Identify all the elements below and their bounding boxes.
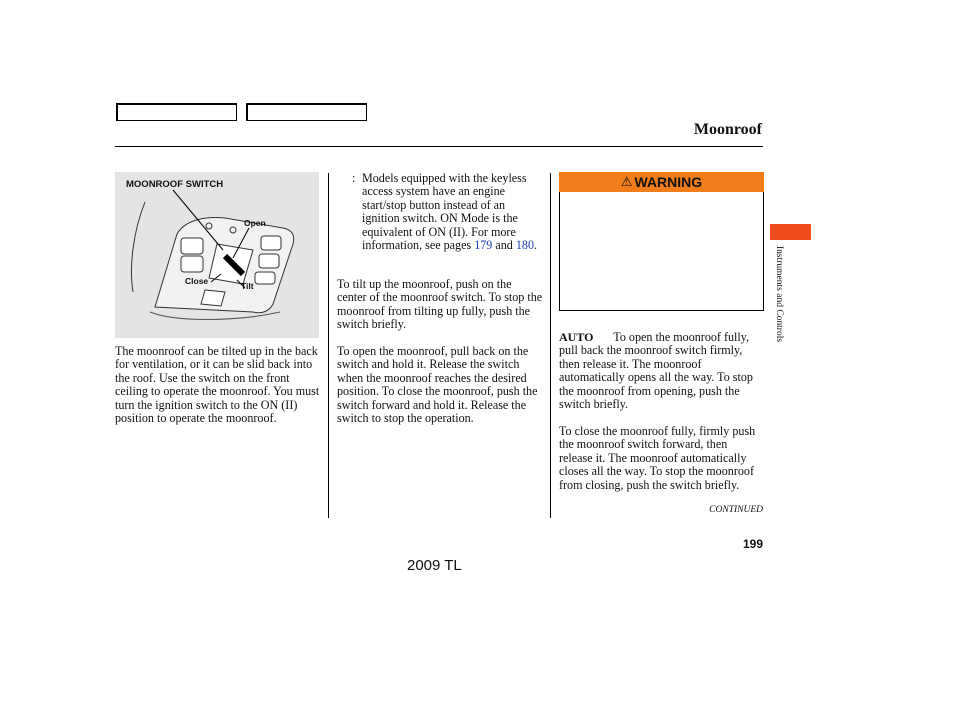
column-divider-2 — [550, 173, 551, 518]
moonroof-switch-figure — [115, 172, 319, 338]
note-marker: : — [352, 171, 356, 185]
page-link-179[interactable]: 179 — [474, 238, 493, 253]
auto-paragraph — [559, 331, 763, 411]
page-number: 199 — [742, 537, 763, 551]
warning-box — [559, 192, 764, 311]
moonroof-switch-illustration — [115, 172, 319, 338]
keyless-note-text: Models equipped with the keyless access system have an engine start/stop button instead of an ignition switch. ON Mode is the equivalent of ON (II). For more information, see pages — [362, 171, 527, 253]
label-tilt: Tilt — [241, 281, 254, 291]
auto-label: AUTO — [559, 330, 594, 344]
label-open: Open — [244, 218, 266, 228]
header-rule — [115, 146, 763, 147]
note-end: . — [534, 238, 538, 253]
section-tab[interactable] — [770, 224, 811, 240]
page-title: Moonroof — [693, 121, 762, 138]
column-divider-1 — [328, 173, 329, 518]
nav-tab-1[interactable] — [116, 103, 237, 121]
warning-label: WARNING — [634, 174, 703, 190]
continued-label: CONTINUED — [709, 505, 763, 515]
footer-model: 2009 TL — [407, 557, 462, 574]
keyless-note — [362, 172, 542, 252]
note-and: and — [495, 238, 513, 253]
auto-text: To open the moonroof fully, pull back the moonroof switch firmly, then release it. The moonroof automatically opens all the way. To stop the moonroof from opening, push the switch briefly. — [559, 330, 753, 412]
tilt-paragraph: To tilt up the moonroof, push on the center of the moonroof switch. To stop the moonroof from tilting up fully, push the switch briefly. — [337, 277, 543, 332]
open-paragraph: To open the moonroof, pull back on the switch and hold it. Release the switch when the moonroof reaches the desired position. To close the moonroof, push the switch forward and hold it. Release the switch to stop the operation. — [337, 344, 538, 426]
col1-paragraph: The moonroof can be tilted up in the back for ventilation, or it can be slid back into the roof. Use the switch on the front ceiling to operate the moonroof. You must turn the ignition switch to the ON (II) position to operate the moonroof. — [115, 344, 320, 426]
label-close: Close — [185, 276, 209, 286]
close-paragraph: To close the moonroof fully, firmly push the moonroof switch forward, then release it. The moonroof automatically closes all the way. To stop the moonroof from closing, push the switch briefly. — [559, 424, 756, 492]
warning-triangle-icon: ⚠ — [620, 174, 633, 189]
section-label: Instruments and Controls — [774, 246, 784, 343]
nav-tab-2[interactable] — [246, 103, 367, 121]
page-link-180[interactable]: 180 — [515, 238, 534, 253]
warning-header — [559, 172, 764, 192]
figure-caption: MOONROOF SWITCH — [126, 179, 224, 190]
